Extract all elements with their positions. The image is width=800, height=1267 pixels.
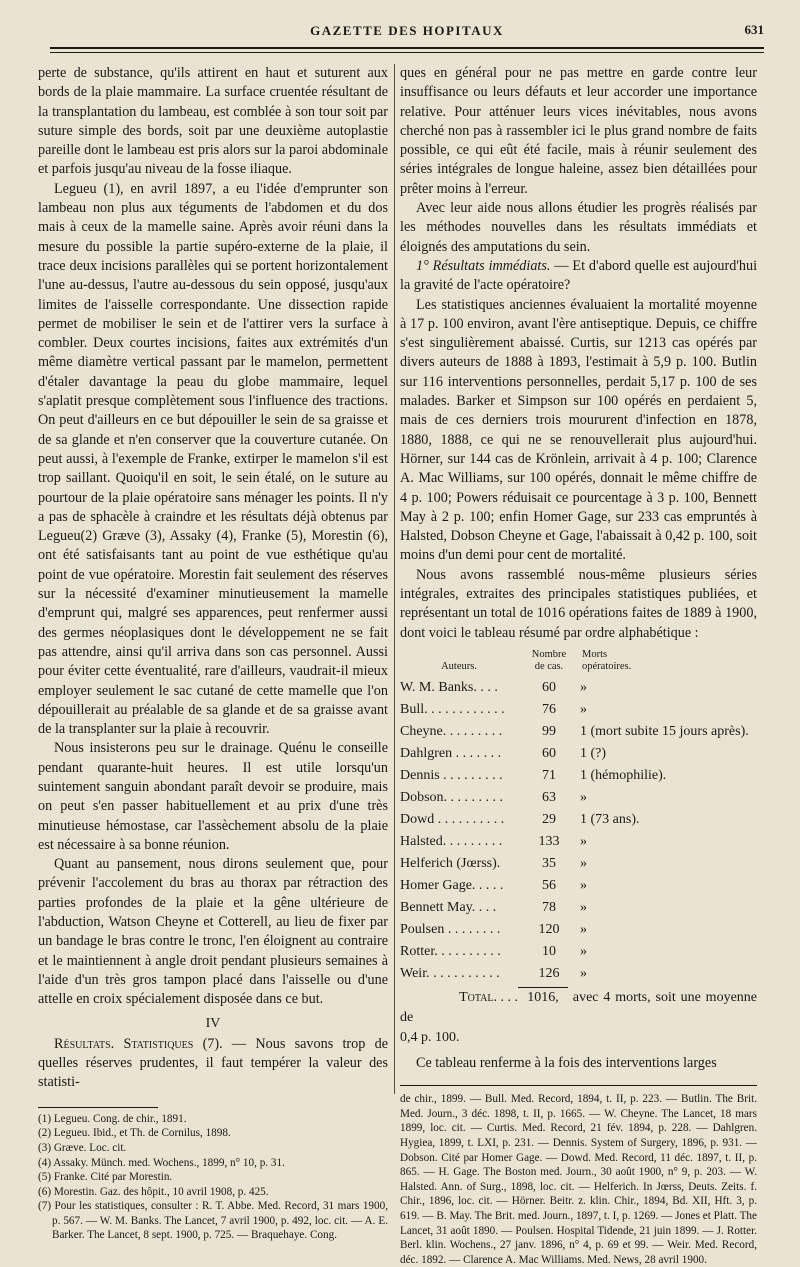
column-header-authors: Auteurs. (441, 660, 477, 672)
table-row (400, 941, 757, 963)
cases-cell: 133 (538, 833, 560, 849)
author-cell: Weir. . . . . . . . . . . (400, 965, 500, 981)
footnote: (1) Legueu. Cong. de chir., 1891. (38, 1112, 187, 1125)
deaths-cell: 1 (73 ans). (580, 811, 640, 827)
paragraph: ques en général pour ne pas mettre en garde contre leur insuffisance ou leurs défauts et leur accorder une importance relative. Pour atténuer leurs vices inévitables, nous avons cherché non pas à rassembler ici le plus grand nombre de faits possible, ce qui eût été facile, mais à réunir seulement des séries intégrales de longue haleine, assez bien détaillées pour prêter moins à l'erreur. (400, 65, 757, 197)
author-cell: Dahlgren . . . . . . . (400, 745, 502, 761)
table-row (400, 897, 757, 919)
subsection-heading: 1° Résultats immédiats. (416, 257, 551, 274)
statistics-table (400, 649, 757, 985)
author-cell: Cheyne. . . . . . . . . (400, 723, 503, 739)
paragraph (400, 257, 757, 296)
page-number: 631 (744, 22, 764, 37)
table-row (400, 919, 757, 941)
deaths-cell: 1 (mort subite 15 jours après). (580, 723, 749, 739)
paragraph (38, 1035, 388, 1093)
header-line: de cas. (534, 660, 564, 672)
total-cases: 1016, (518, 987, 568, 1008)
table-body (400, 677, 757, 985)
column-header-cases (518, 649, 580, 677)
header-line: opératoires. (582, 660, 632, 672)
header-line: Nombre (531, 648, 567, 660)
paragraph: Nous insisterons peu sur le drainage. Quénu le conseille pendant quarante-huit heures. Il est utile lorsqu'un suintement sanguin abondant paraît devoir se produire, mais on peut s'en passer habituellement et au prix d'une très minutieuse hémostase, car l'assèchement absolu de la plaie est nécessaire à sa bonne réunion. (38, 740, 388, 853)
author-cell: Helferich (Jœrss). (400, 855, 501, 871)
table-row (400, 743, 757, 765)
author-cell: W. M. Banks. . . . (400, 679, 498, 695)
table-row (400, 809, 757, 831)
right-column (400, 64, 757, 1267)
journal-title: GAZETTE DES HOPITAUX (310, 23, 504, 38)
deaths-cell: » (580, 833, 587, 849)
author-cell: Dobson. . . . . . . . . (400, 789, 504, 805)
author-cell: Halsted. . . . . . . . . (400, 833, 503, 849)
cases-cell: 29 (542, 811, 556, 827)
footnote: (6) Morestin. Gaz. des hôpit., 10 avril 1908, p. 425. (38, 1185, 269, 1198)
table-row (400, 787, 757, 809)
deaths-cell: » (580, 965, 587, 981)
deaths-cell: » (580, 701, 587, 717)
footnote: (4) Assaky. Münch. med. Wochens., 1899, n° 10, p. 31. (38, 1156, 285, 1169)
header-rule-thin (50, 52, 764, 53)
table-row (400, 765, 757, 787)
footnote-continuation: de chir., 1899. — Bull. Med. Record, 1894, t. II, p. 223. — Butlin. The Brit. Med. Journ., 3 déc. 1898, t. II, p. 1665. — W. Cheyne. The Lancet, 18 mars 1899, loc. cit. — Curtis. Med. Record, 21 fév. 1894, p. 228. — Dahlgren. Hygiea, 1899, t. LXI, p. 231. — Dennis. System of Surgery, 1896, p. 931. — Dobson. Cité par Homer Gage. — Dowd. Med. Record, 11 déc. 1897, t. II, p. 865. — H. Gage. The Boston med. Journ., 30 août 1900, n° 9, p. 203. — W. Halsted. Ann. of Surg., 1898, loc. cit. — Helferich. In Jœrss, Deuts. Zeits. f. Chir., 1896, loc. cit. — Hörner. Beitr. z. klin. Chir., 1894, Bd. XII, Hft. 3, p. 619. — B. May. The Brit. med. Journ., 1897, t. I, p. 1269. — Jones et Platt. The Lancet, 31 août 1890. — Poulsen. Hospital Tidende, 21 juin 1899. — J. Rotter. Berl. klin. Wochens., 27 janv. 1896, n° 4, p. 69 et 99. — Weir. Med. Record, déc. 1892. — Clarence A. Mac Williams. Med. News, 28 avril 1900. (400, 1093, 757, 1266)
paragraph: Ce tableau renferme à la fois des interventions larges (416, 1054, 717, 1071)
table-row (400, 875, 757, 897)
author-cell: Homer Gage. . . . . (400, 877, 504, 893)
cases-cell: 71 (542, 767, 556, 783)
author-cell: Bennett May. . . . (400, 899, 497, 915)
cases-cell: 99 (542, 723, 556, 739)
cases-cell: 60 (542, 679, 556, 695)
table-row (400, 721, 757, 743)
paragraph: Avec leur aide nous allons étudier les progrès réalisés par les méthodes nouvelles dans les résultats immédiats et éloignés des amputations du sein. (400, 200, 757, 255)
paragraph: Les statistiques anciennes évaluaient la mortalité moyenne à 17 p. 100 environ, avant l'ère antiseptique. Depuis, ce chiffre s'est singulièrement abaissé. Curtis, sur 1213 cas opérés par divers auteurs de 1888 à 1893, l'estimait à 5,9 p. 100. Butlin sur 116 interventions personnelles, perdait 5,17 p. 100 de ses malades. Barker et Simpson sur 100 opérés en perdaient 5, mais de ces derniers trois moururent d'infection en 1878, 1880, 1888, ce qui ne se renouvellerait plus aujourd'hui. Hörner, sur 144 cas de Krönlein, arrivait à 4 p. 100; Clarence A. Mac Williams, sur 100 opérés, donnait le même chiffre de 4 p. 100; Powers réduisait ce pourcentage à 3 p. 100, Bennett May à 2 p. 100; enfin Homer Gage, sur 233 cas empruntés à Halsted, Dobson Cheyne et Gage, l'abaissait à 0,42 p. 100, soit moins d'un demi pour cent de mortalité. (400, 296, 757, 564)
paragraph: perte de substance, qu'ils attirent en haut et suturent aux bords de la plaie mammaire. La surface cruentée résultant de la transplantation du lambeau, est comblée à son tour soit par suture simple des bords, soit par une deuxième autoplastie pareille dont le lambeau est pris alors sur la paroi abdominale et parfois jusqu'au niveau de la fosse iliaque. (38, 65, 388, 178)
cases-cell: 60 (542, 745, 556, 761)
author-cell: Rotter. . . . . . . . . . (400, 943, 501, 959)
deaths-cell: » (580, 899, 587, 915)
cases-cell: 126 (538, 965, 560, 981)
header-line: Morts (582, 648, 608, 660)
table-row (400, 677, 757, 699)
deaths-cell: » (580, 921, 587, 937)
deaths-cell: » (580, 679, 587, 695)
cases-cell: 35 (542, 855, 556, 871)
cases-cell: 78 (542, 899, 556, 915)
author-cell: Dowd . . . . . . . . . . (400, 811, 505, 827)
cases-cell: 56 (542, 877, 556, 893)
paragraph: Nous avons rassemblé nous-même plusieurs séries intégrales, extraites des principales statistiques publiées, et représentant un total de 1016 opérations faites de 1889 à 1900, dont voici le tableau résumé par ordre alphabétique : (400, 566, 757, 641)
total-label: Total. . . . (459, 989, 518, 1005)
cases-cell: 76 (542, 701, 556, 717)
cases-cell: 10 (542, 943, 556, 959)
table-row (400, 831, 757, 853)
author-cell: Bull. . . . . . . . . . . . (400, 701, 505, 717)
footnote-rule (400, 1085, 757, 1086)
cases-cell: 63 (542, 789, 556, 805)
paragraph-text: — Nous savons trop de quelles réserves prudentes, il faut tempérer la valeur des statisti- (38, 1035, 388, 1091)
deaths-cell: » (580, 877, 587, 893)
table-header-row (400, 649, 757, 677)
paragraph: Quant au pansement, nous dirons seulement que, pour prévenir l'accolement du bras au thorax par rétraction des parties profondes de la plaie et la gêne ultérieure de l'abduction, Watson Cheyne et Cotterell, au lieu de fixer par un bandage le bras contre le tronc, l'en éloignent au contraire et le maintiennent à angle droit pendant plusieurs semaines à l'aide d'un très gros tampon placé dans l'aisselle ou d'une attelle en croix spécialement disposée dans ce but. (38, 856, 388, 1008)
author-cell: Dennis . . . . . . . . . (400, 767, 503, 783)
deaths-cell: » (580, 789, 587, 805)
total-continuation: 0,4 p. 100. (400, 1029, 460, 1045)
footnote: (2) Legueu. Ibid., et Th. de Cornilus, 1898. (38, 1127, 231, 1140)
footnote: (3) Græve. Loc. cit. (38, 1141, 127, 1154)
column-divider (394, 64, 395, 1094)
results-heading: Résultats. Statistiques (7). (54, 1035, 223, 1052)
deaths-cell: 1 (?) (580, 745, 607, 761)
deaths-cell: » (580, 943, 587, 959)
left-column (38, 64, 388, 1243)
table-row (400, 853, 757, 875)
footnote: (7) Pour les statistiques, consulter : R. T. Abbe. Med. Record, 31 mars 1900, p. 567. — W. M. Banks. The Lancet, 7 avril 1900, p. 492, loc. cit. — A. E. Barker. The Lancet, 8 sept. 1900, p. 725. — Braquehaye. Cong. (38, 1200, 388, 1242)
footnote: (5) Franke. Cité par Morestin. (38, 1171, 173, 1184)
paragraph-text: — Et d'abord quelle est aujourd'hui la gravité de l'acte opératoire? (400, 257, 758, 294)
paragraph: Legueu (1), en avril 1897, a eu l'idée d'emprunter son lambeau non plus aux téguments de l'abdomen et du dos mais à ceux de la mamelle saine. Après avoir réuni dans la mesure du possible la partie supéro-externe de la plaie, il trace deux incisions parallèles qui se portent horizontalement l'une au-dessus, l'autre au-dessous du sein opposé, jusqu'aux limites de l'aisselle correspondante. Une dissection rapide permet de mobiliser le sein et de l'attirer vers la surface à combler. Deux courtes incisions, faites aux extrémités d'un même diamètre vertical passant par le mamelon, permettent d'étaler davantage la peau du globe mammaire, lequel s'aplatit presque complètement sous l'influence des tractions. On peut d'ailleurs en ce but dépouiller le sein de sa graisse et de sa glande et n'en conserver que la couverture cutanée. On peut aussi, à l'exemple de Franke, extirper le mamelon s'il est trop saillant. Quoiqu'il en soit, le sein étalé, on le suture au pourtour de la plaie opératoire sans ménager les points. Il n'y a pas de sphacèle à craindre et les résultats déjà obtenus par Legueu(2) Græve (3), Assaky (4), Franke (5), Morestin (6), ont été satisfaisants tant au point de vue esthétique qu'au point de vue opératoire. Morestin fait seulement des réserves sur la nécessité d'examiner minutieusement la mamelle d'emprunt qui, malgré ses apparences, peut renfermer aussi des germes néoplasiques dont le développement ne se fait pas attendre, ainsi qu'il arriva dans son cas personnel. Aussi pour éviter cette éventualité, rare d'ailleurs, vaudrait-il mieux employer seulement le sac cutané de cette mamelle que l'on dépouillerait au préalable de sa glande et de sa graisse avant de la transplanter sur la plaie à recouvrir. (38, 180, 388, 738)
header-rule (50, 47, 764, 49)
table-row (400, 963, 757, 985)
footnote-rule (38, 1107, 158, 1108)
total-text: avec 4 morts, soit une moyenne de (400, 989, 757, 1025)
deaths-cell: » (580, 855, 587, 871)
cases-cell: 120 (538, 921, 560, 937)
section-heading: IV (205, 1015, 221, 1031)
deaths-cell: 1 (hémophilie). (580, 767, 667, 783)
author-cell: Poulsen . . . . . . . . (400, 921, 501, 937)
table-row (400, 699, 757, 721)
column-header-deaths (580, 649, 757, 677)
table-total (400, 987, 757, 1048)
page-header (50, 18, 764, 42)
footnotes (38, 1112, 388, 1243)
